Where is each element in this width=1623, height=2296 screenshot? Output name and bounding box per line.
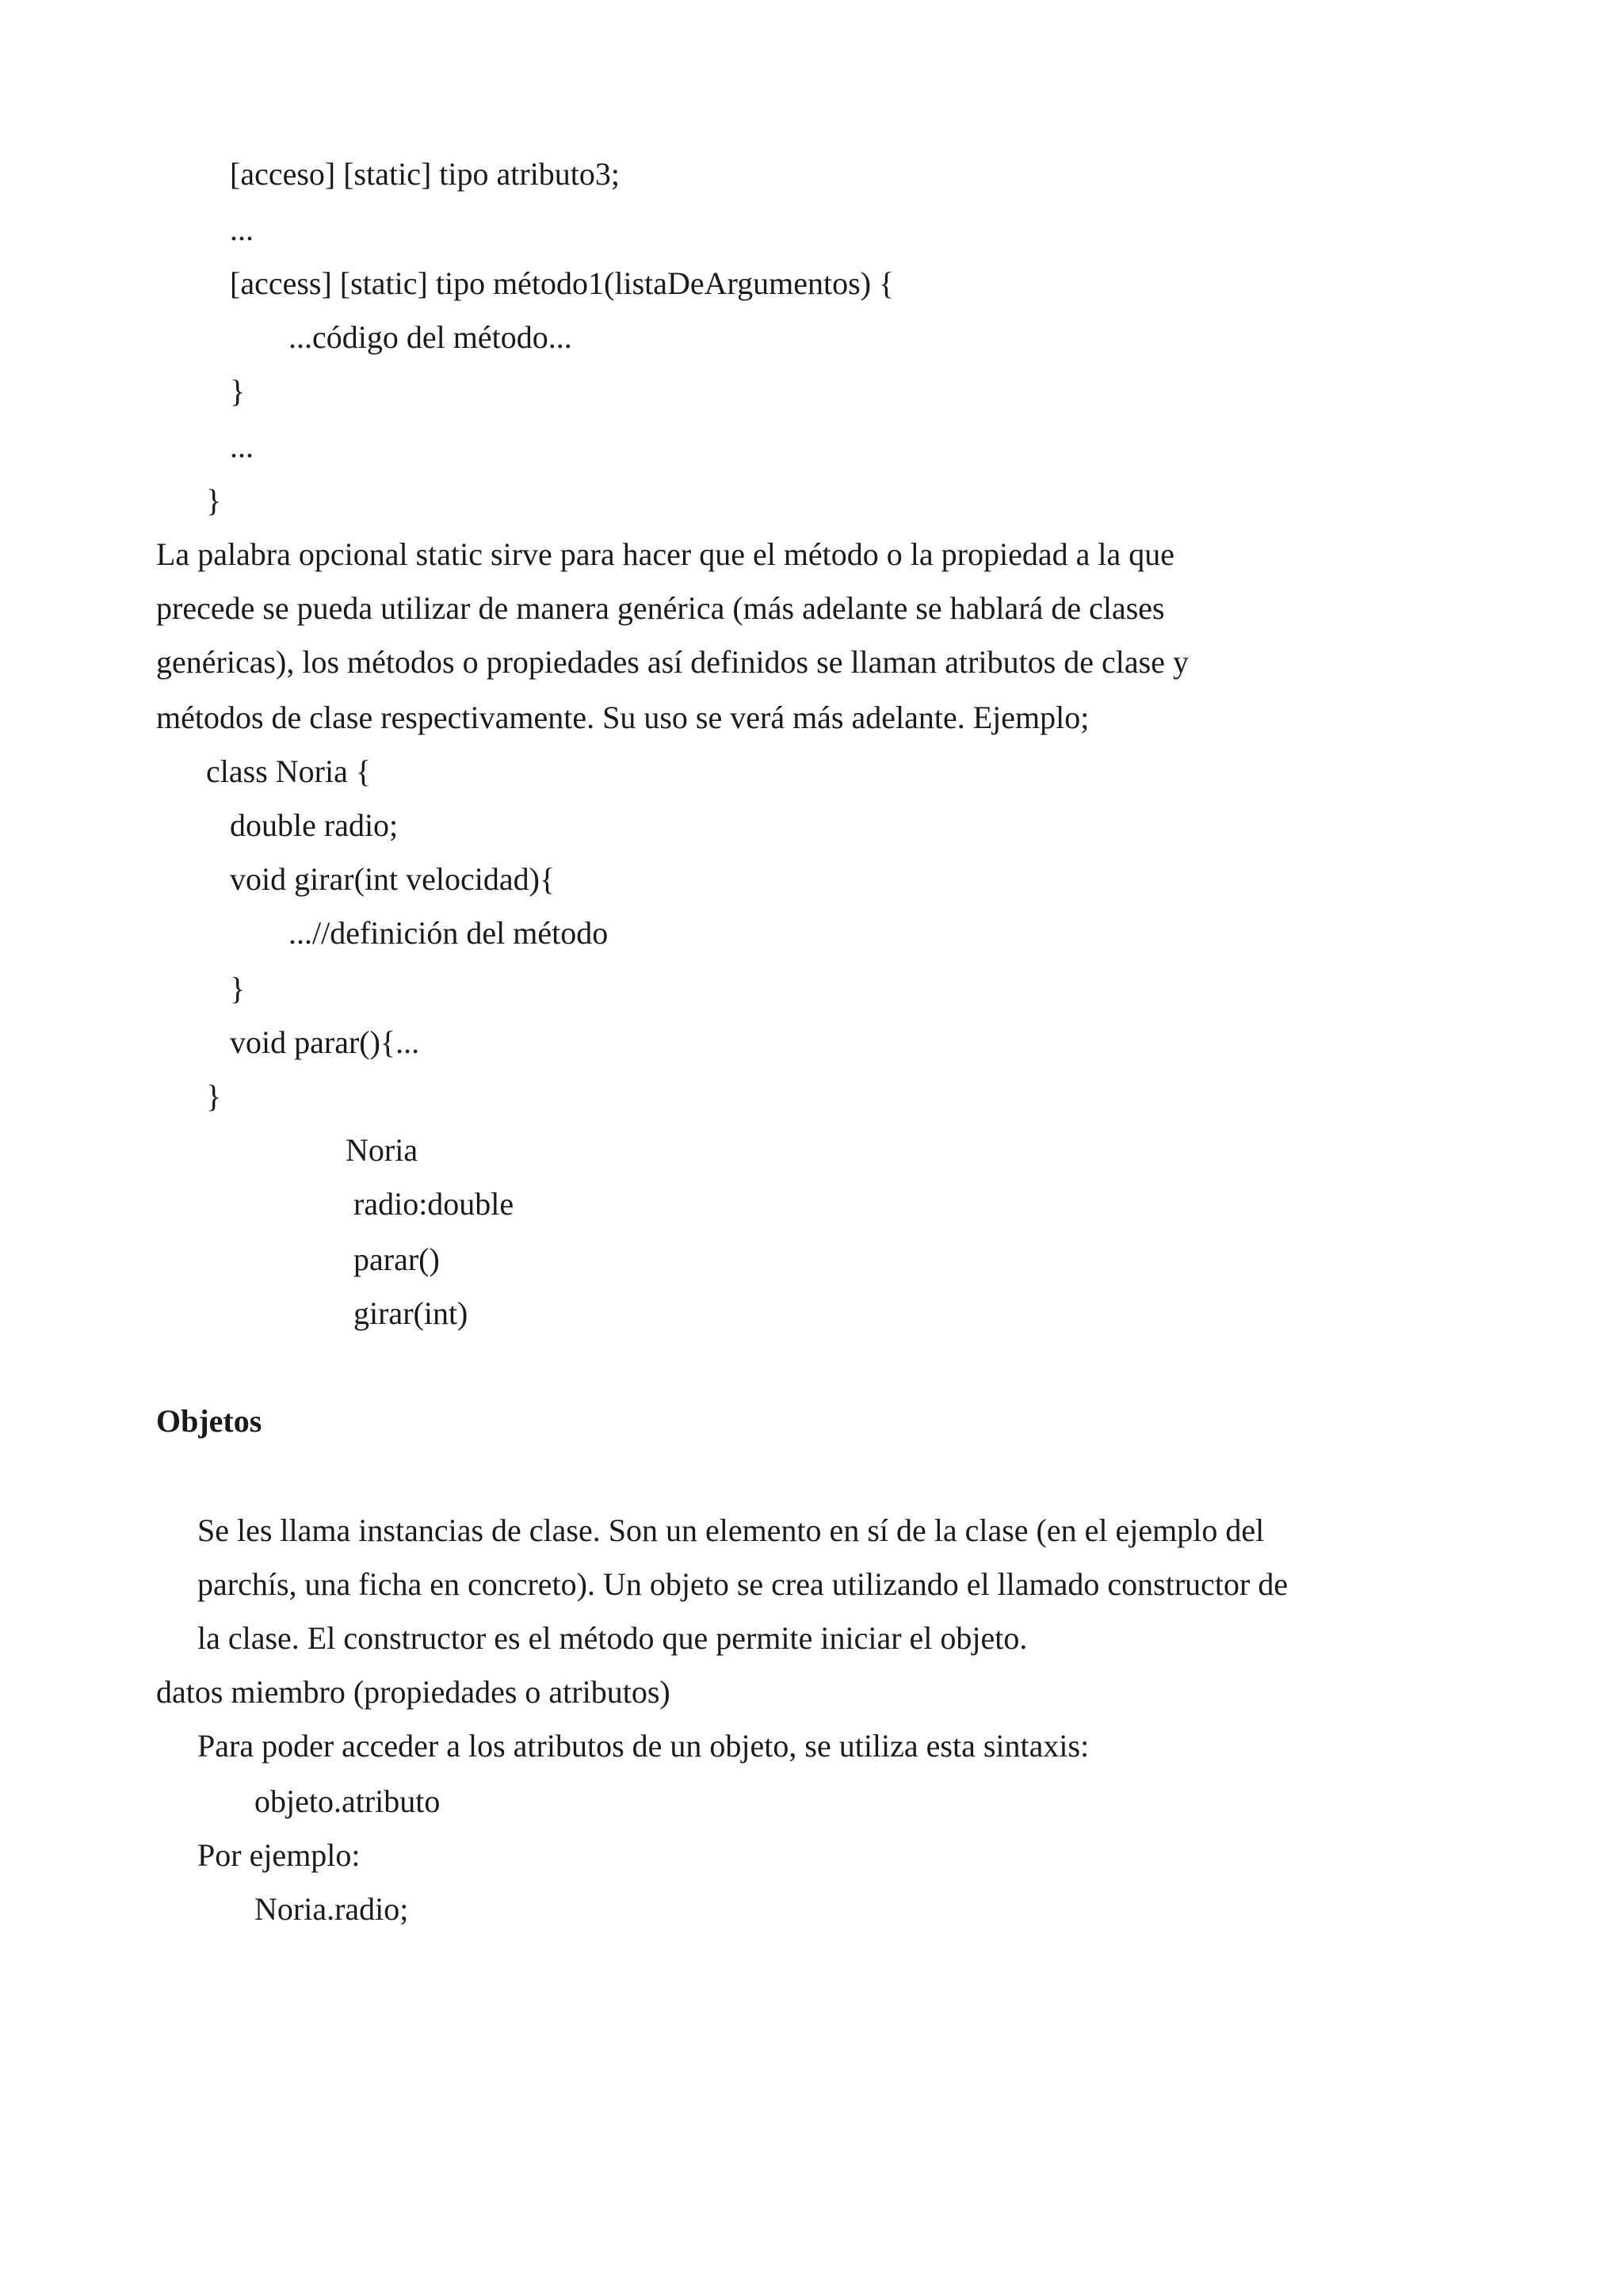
code-line: Noria.radio;: [254, 1891, 409, 1927]
code-line: void parar(){...: [230, 1024, 420, 1060]
paragraph-line: Por ejemplo:: [197, 1837, 361, 1873]
uml-method: girar(int): [353, 1295, 468, 1331]
code-line: objeto.atributo: [254, 1783, 441, 1819]
uml-attribute: radio:double: [353, 1186, 514, 1222]
code-line: ...: [230, 429, 254, 464]
code-line: }: [230, 373, 246, 409]
paragraph-line: La palabra opcional static sirve para hacer que el método o la propiedad a la que: [156, 536, 1174, 572]
code-line: ...//definición del método: [288, 915, 609, 951]
code-line: double radio;: [230, 807, 399, 843]
code-line: void girar(int velocidad){: [230, 861, 556, 897]
uml-method: parar(): [353, 1241, 440, 1277]
code-line: }: [206, 1078, 222, 1114]
code-line: [access] [static] tipo método1(listaDeArgumentos) {: [230, 265, 895, 301]
subheading-line: datos miembro (propiedades o atributos): [156, 1674, 670, 1710]
section-heading: Objetos: [156, 1403, 262, 1439]
paragraph-line: métodos de clase respectivamente. Su uso se verá más adelante. Ejemplo;: [156, 700, 1090, 735]
paragraph-line: la clase. El constructor es el método que permite iniciar el objeto.: [197, 1620, 1028, 1656]
paragraph-line: Se les llama instancias de clase. Son un elemento en sí de la clase (en el ejemplo del: [197, 1512, 1265, 1548]
code-line: [acceso] [static] tipo atributo3;: [230, 156, 621, 192]
code-line: ...código del método...: [288, 319, 572, 355]
paragraph-line: genéricas), los métodos o propiedades así definidos se llaman atributos de clase y: [156, 644, 1189, 680]
code-line: }: [230, 971, 246, 1006]
uml-class-name: Noria: [346, 1132, 418, 1168]
code-line: ...: [230, 212, 254, 247]
code-line: class Noria {: [206, 753, 372, 789]
paragraph-line: precede se pueda utilizar de manera genérica (más adelante se hablará de clases: [156, 590, 1165, 626]
paragraph-line: parchís, una ficha en concreto). Un objeto se crea utilizando el llamado constructor de: [197, 1566, 1289, 1602]
paragraph-line: Para poder acceder a los atributos de un objeto, se utiliza esta sintaxis:: [197, 1728, 1090, 1764]
code-line: }: [206, 482, 222, 518]
